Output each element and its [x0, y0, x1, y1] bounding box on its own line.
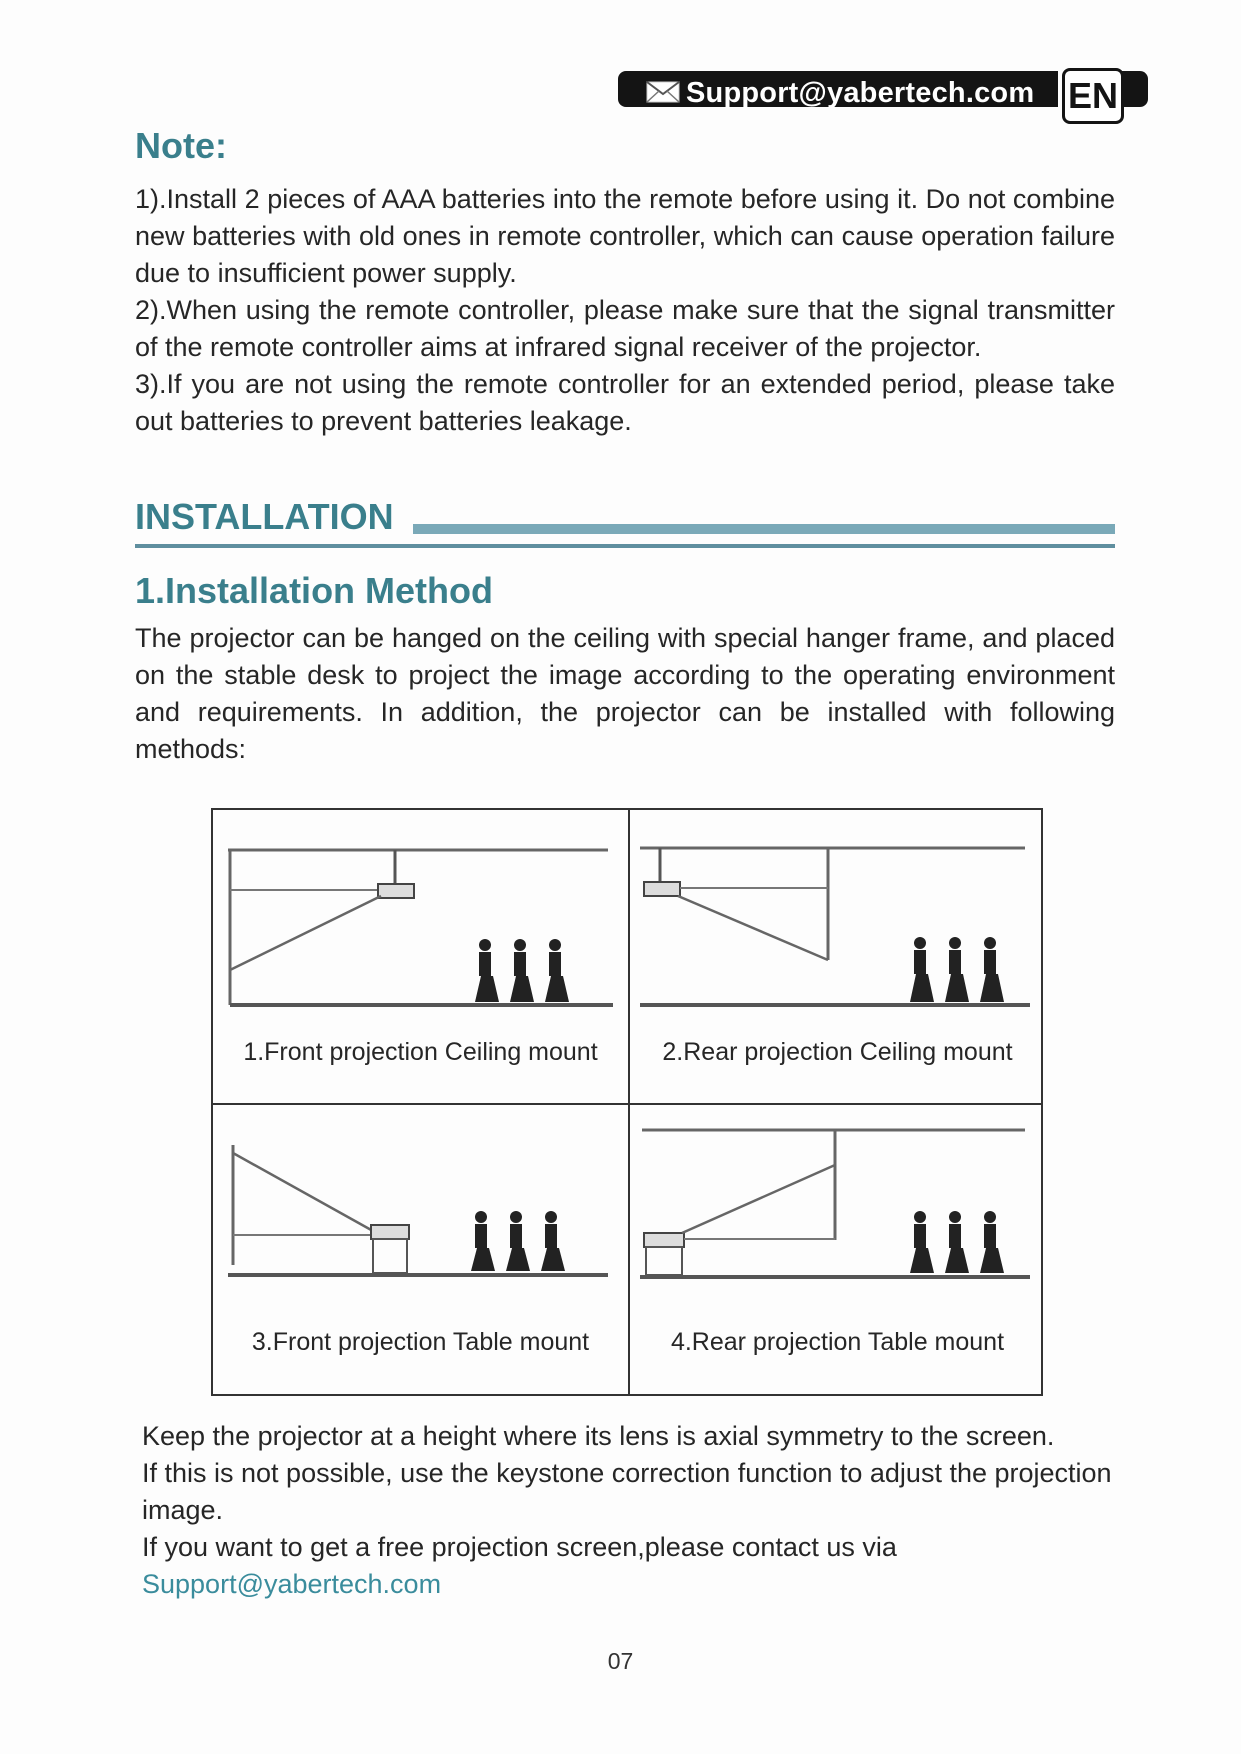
audience-icon [471, 1211, 565, 1271]
page-number: 07 [607, 1648, 634, 1674]
heading-underline [135, 544, 1115, 548]
note-list [135, 181, 1115, 440]
mail-icon [646, 81, 680, 103]
language-badge: EN [1062, 68, 1124, 124]
footer-line: If this is not possible, use the keystone correction function to adjust the projection image. [142, 1458, 1112, 1525]
note-item: 2).When using the remote controller, please make sure that the signal transmitter of the remote controller aims at infrared signal receiver of the projector. [135, 295, 1115, 362]
method-label: 4.Rear projection Table mount [670, 1328, 1005, 1356]
installation-method-title: 1.Installation Method [135, 570, 494, 611]
installation-heading: INSTALLATION [135, 496, 394, 537]
installation-method-text [135, 620, 1115, 768]
audience-icon [910, 1211, 1004, 1273]
method-cell-front-table [213, 1105, 628, 1396]
header-bar [618, 71, 1058, 107]
method-paragraph: The projector can be hanged on the ceiling with special hanger frame, and placed on the stable desk to project the image according to the operating environment and requirements. In addition, the projector can be installed with following methods: [135, 623, 1115, 764]
method-cell-front-ceiling [213, 810, 628, 1103]
footer-line: Keep the projector at a height where its lens is axial symmetry to the screen. [142, 1421, 1055, 1451]
heading-rule [413, 524, 1115, 534]
method-label: 3.Front projection Table mount [251, 1328, 590, 1356]
rear-ceiling-diagram [630, 810, 1045, 1020]
note-item: 3).If you are not using the remote controller for an extended period, please take out batteries to prevent batteries leakage. [135, 369, 1115, 436]
rear-table-diagram [630, 1105, 1045, 1305]
method-cell-rear-ceiling [630, 810, 1045, 1103]
audience-icon [910, 937, 1004, 1002]
support-email-link[interactable]: Support@yabertech.com [142, 1569, 442, 1599]
note-title: Note: [135, 125, 227, 166]
installation-footer-text [142, 1418, 1142, 1603]
support-header [618, 68, 1148, 116]
method-cell-rear-table [630, 1105, 1045, 1396]
front-table-diagram [213, 1105, 628, 1305]
method-label: 1.Front projection Ceiling mount [243, 1038, 598, 1066]
header-email[interactable]: Support@yabertech.com [686, 77, 1035, 109]
footer-line: If you want to get a free projection screen,please contact us via [142, 1532, 897, 1562]
front-ceiling-diagram [213, 810, 628, 1020]
audience-icon [475, 939, 569, 1002]
method-label: 2.Rear projection Ceiling mount [662, 1038, 1013, 1066]
note-item: 1).Install 2 pieces of AAA batteries into the remote before using it. Do not combine new batteries with old ones in remote controller, which can cause operation failure due to insufficient power supply. [135, 184, 1115, 288]
installation-methods-grid [211, 808, 1043, 1396]
